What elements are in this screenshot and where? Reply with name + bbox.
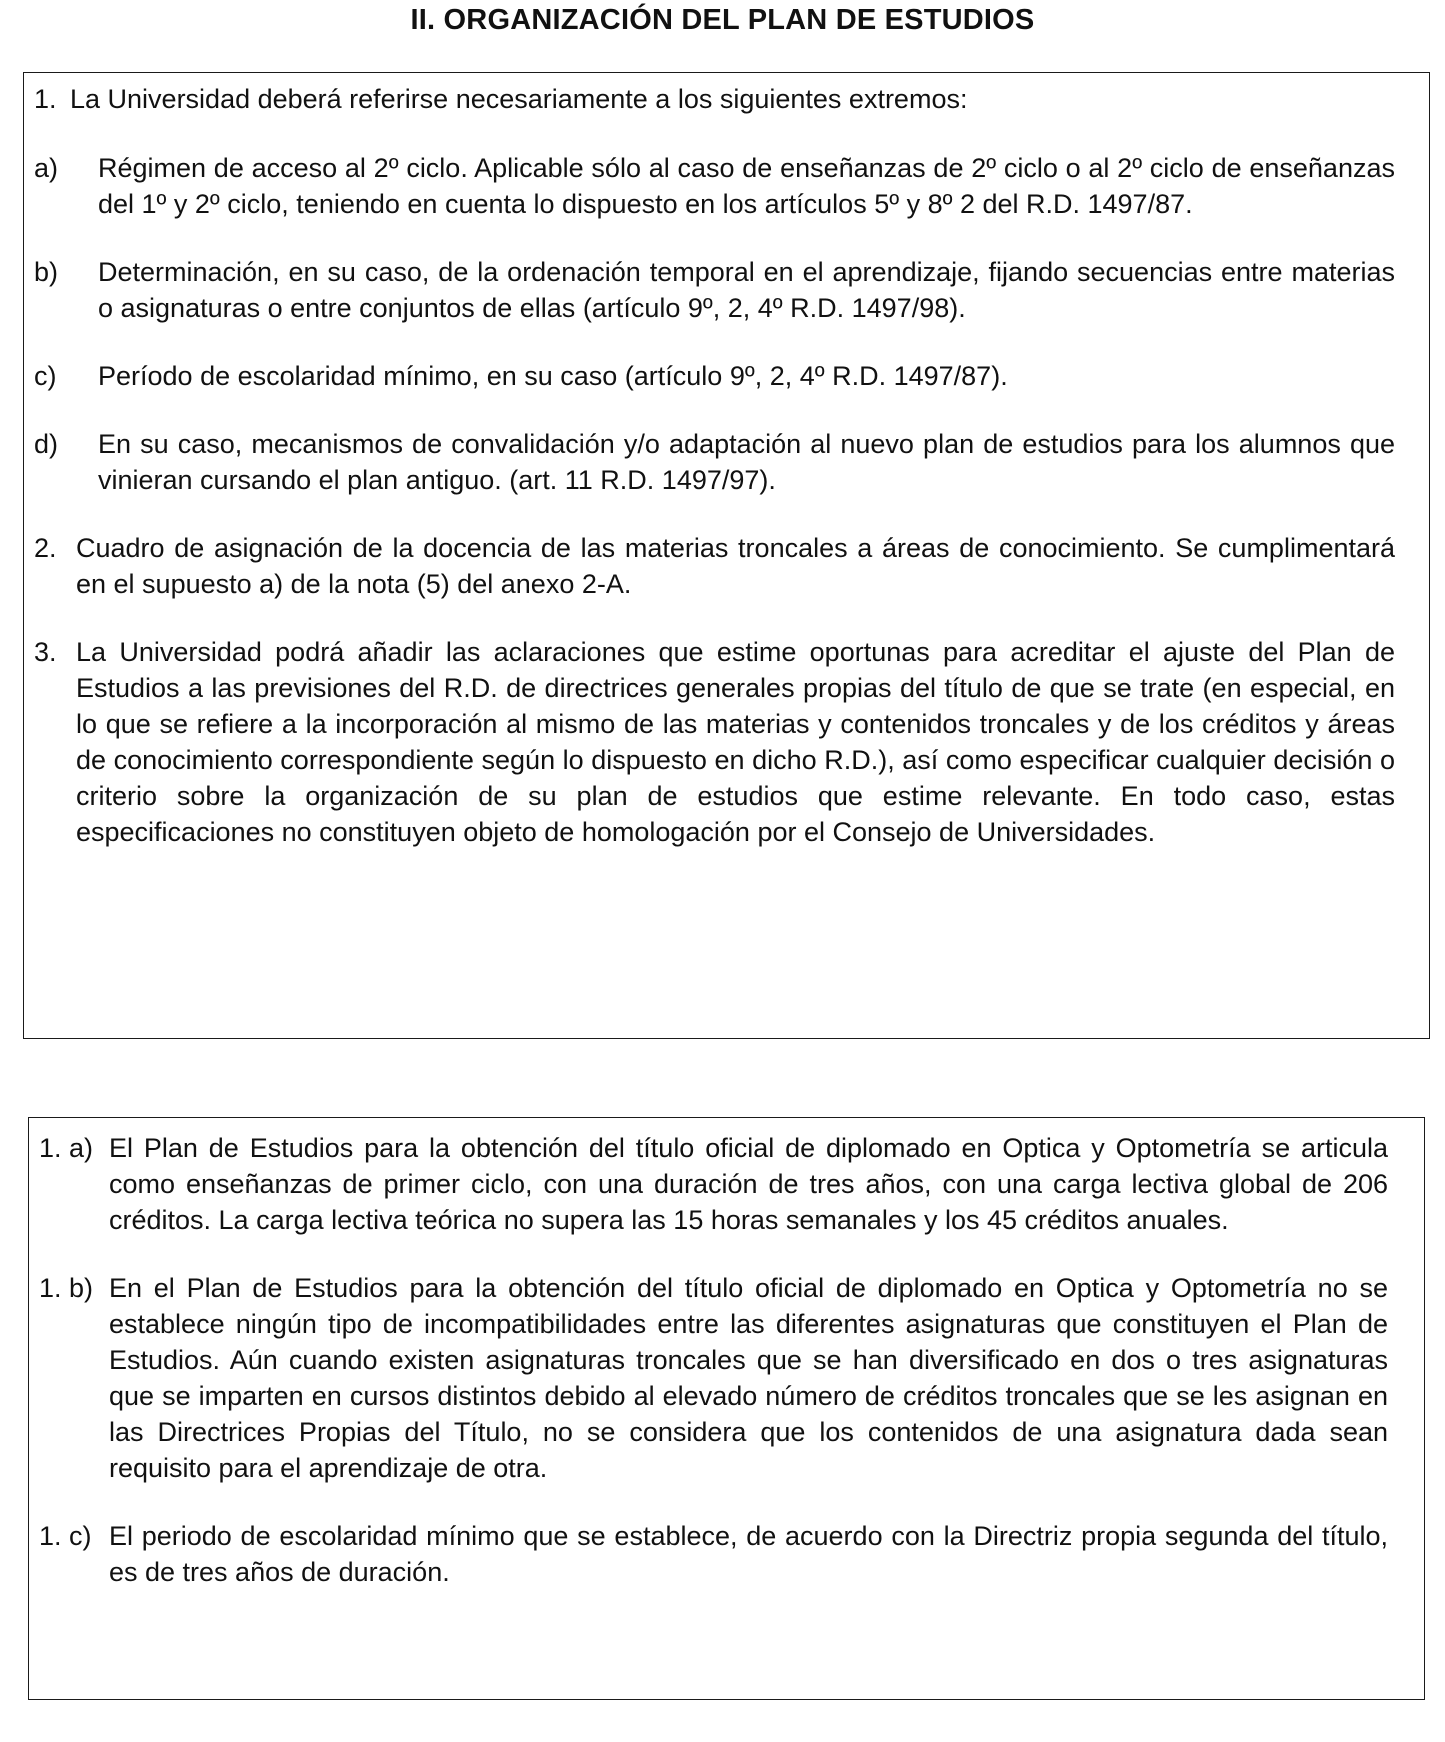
item-marker: d) [34,429,59,459]
response-item-1a [39,1130,1388,1238]
item-marker: b) [34,257,59,287]
instruction-point-3 [34,634,1395,850]
instruction-item-b [34,254,1395,326]
item-marker: a) [34,153,59,183]
instruction-item-a [34,150,1395,222]
item-text: La Universidad deberá referirse necesariamente a los siguientes extremos: [70,84,968,114]
response-item-1c [39,1518,1388,1590]
item-text: Régimen de acceso al 2º ciclo. Aplicable sólo al caso de enseñanzas de 2º ciclo o al 2º ciclo de enseñanzas del 1º y 2º ciclo, teniendo en cuenta lo dispuesto en los artículos 5º y 8º 2 del R.D. 1497/87. [98,153,1395,219]
instructions-box [23,72,1430,1039]
item-text: Cuadro de asignación de la docencia de las materias troncales a áreas de conocimiento. Se cumplimentará en el supuesto a) de la nota (5) del anexo 2-A. [76,533,1395,599]
item-marker: c) [34,361,57,391]
response-item-1b [39,1270,1388,1486]
item-text: La Universidad podrá añadir las aclaraciones que estime oportunas para acreditar el ajuste del Plan de Estudios a las previsiones del R.D. de directrices generales propias del título de que se trate (en especial, en lo que se refiere a la incorporación al mismo de las materias y contenidos troncales y de los créditos y áreas de conocimiento correspondiente según lo dispuesto en dicho R.D.), así como especificar cualquier decisión o criterio sobre la organización de su plan de estudios que estime relevante. En todo caso, estas especificaciones no constituyen objeto de homologación por el Consejo de Universidades. [76,637,1395,847]
responses-box [28,1117,1425,1700]
item-text: El periodo de escolaridad mínimo que se establece, de acuerdo con la Directriz propia segunda del título, es de tres años de duración. [109,1521,1388,1587]
instruction-item-c [34,358,1395,394]
item-text: El Plan de Estudios para la obtención del título oficial de diplomado en Optica y Optometría se articula como enseñanzas de primer ciclo, con una duración de tres años, con una carga lectiva global de 206 créditos. La carga lectiva teórica no supera las 15 horas semanales y los 45 créditos anuales. [109,1133,1388,1235]
instruction-point-2 [34,530,1395,602]
item-text: Período de escolaridad mínimo, en su caso (artículo 9º, 2, 4º R.D. 1497/87). [98,361,1008,391]
page-title: II. ORGANIZACIÓN DEL PLAN DE ESTUDIOS [410,4,1035,36]
item-text: En su caso, mecanismos de convalidación y/o adaptación al nuevo plan de estudios para los alumnos que vinieran cursando el plan antiguo. (art. 11 R.D. 1497/97). [98,429,1395,495]
item-marker: 1. a) [39,1133,94,1163]
item-text: Determinación, en su caso, de la ordenación temporal en el aprendizaje, fijando secuencias entre materias o asignaturas o entre conjuntos de ellas (artículo 9º, 2, 4º R.D. 1497/98). [98,257,1395,323]
item-text: En el Plan de Estudios para la obtención del título oficial de diplomado en Optica y Optometría no se establece ningún tipo de incompatibilidades entre las diferentes asignaturas que constituyen el Plan de Estudios. Aún cuando existen asignaturas troncales que se han diversificado en dos o tres asignaturas que se imparten en cursos distintos debido al elevado número de créditos troncales que se les asignan en las Directrices Propias del Título, no se considera que los contenidos de una asignatura dada sean requisito para el aprendizaje de otra. [109,1273,1388,1483]
instruction-item-d [34,426,1395,498]
item-marker: 1. [34,84,57,114]
instruction-intro [34,81,1395,117]
item-marker: 3. [34,637,57,667]
item-marker: 1. c) [39,1521,92,1551]
item-marker: 2. [34,533,57,563]
item-marker: 1. b) [39,1273,94,1303]
